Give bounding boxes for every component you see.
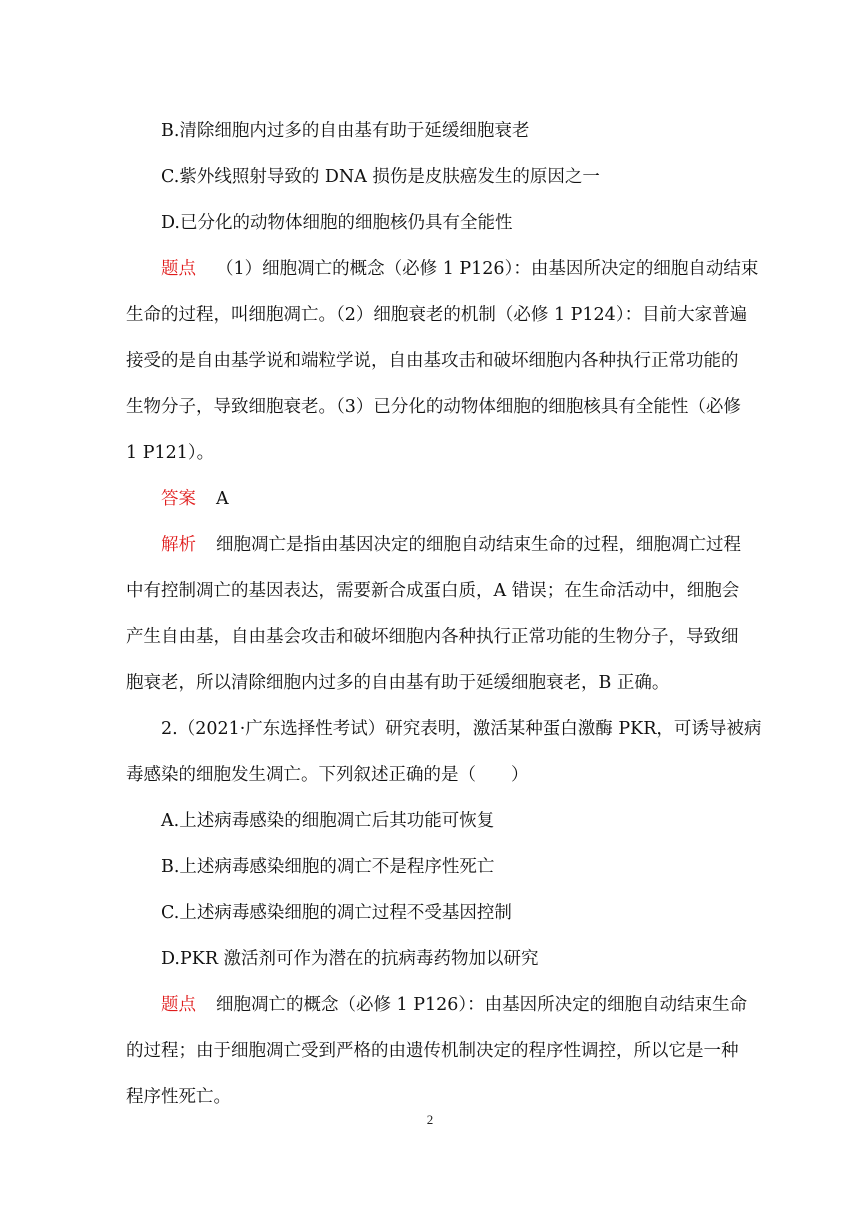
q1-answer: [126, 476, 738, 522]
q1-option-c: C.紫外线照射导致的 DNA 损伤是皮肤癌发生的原因之一: [161, 167, 600, 187]
q2-tidian-line-1: [126, 982, 748, 1028]
q1-tidian-text-1: （1）细胞凋亡的概念（必修 1 P126）：由基因所决定的细胞自动结束: [216, 259, 759, 279]
q2-tidian-text-1: 细胞凋亡的概念（必修 1 P126）：由基因所决定的细胞自动结束生命: [216, 995, 748, 1015]
q1-analysis-line-1: [126, 522, 741, 568]
q2-option-a: A.上述病毒感染的细胞凋亡后其功能可恢复: [161, 811, 495, 831]
page-content: [126, 108, 762, 1120]
q1-tidian-line-2: 生命的过程，叫细胞凋亡。（2）细胞衰老的机制（必修 1 P124）：目前大家普遍: [126, 305, 748, 325]
q1-analysis-label: 解析: [161, 535, 196, 555]
q1-answer-label: 答案: [161, 489, 196, 509]
q1-tidian-line-5: 1 P121）。: [126, 443, 215, 463]
q1-tidian-line-4: 生物分子，导致细胞衰老。（3）已分化的动物体细胞的细胞核具有全能性（必修: [126, 397, 741, 417]
q1-tidian-line-1: [126, 246, 759, 292]
q1-analysis-line-2: 中有控制凋亡的基因表达，需要新合成蛋白质，A 错误；在生命活动中，细胞会: [126, 581, 740, 601]
q1-option-b: B.清除细胞内过多的自由基有助于延缓细胞衰老: [161, 121, 530, 141]
q1-tidian-label: 题点: [161, 259, 196, 279]
q2-tidian-label: 题点: [161, 995, 196, 1015]
q2-option-d: D.PKR 激活剂可作为潜在的抗病毒药物加以研究: [161, 949, 539, 969]
q2-option-b: B.上述病毒感染细胞的凋亡不是程序性死亡: [161, 857, 495, 877]
q2-stem-line-2: 毒感染的细胞发生凋亡。下列叙述正确的是（ ）: [126, 765, 529, 785]
q1-tidian-line-3: 接受的是自由基学说和端粒学说，自由基攻击和破坏细胞内各种执行正常功能的: [126, 351, 739, 371]
q2-tidian-line-2: 的过程；由于细胞凋亡受到严格的由遗传机制决定的程序性调控，所以它是一种: [126, 1041, 739, 1061]
q2-tidian-line-3: 程序性死亡。: [126, 1087, 231, 1107]
q1-answer-value: A: [216, 489, 229, 509]
q2-option-c: C.上述病毒感染细胞的凋亡过程不受基因控制: [161, 903, 512, 923]
q1-analysis-line-3: 产生自由基，自由基会攻击和破坏细胞内各种执行正常功能的生物分子，导致细: [126, 627, 739, 647]
q1-analysis-text-1: 细胞凋亡是指由基因决定的细胞自动结束生命的过程，细胞凋亡过程: [216, 535, 741, 555]
q1-option-d: D.已分化的动物体细胞的细胞核仍具有全能性: [161, 213, 513, 233]
page-number: 2: [426, 1112, 434, 1127]
q1-analysis-line-4: 胞衰老，所以清除细胞内过多的自由基有助于延缓细胞衰老，B 正确。: [126, 673, 670, 693]
q2-stem-line-1: 2.（2021·广东选择性考试）研究表明，激活某种蛋白激酶 PKR，可诱导被病: [161, 719, 762, 739]
